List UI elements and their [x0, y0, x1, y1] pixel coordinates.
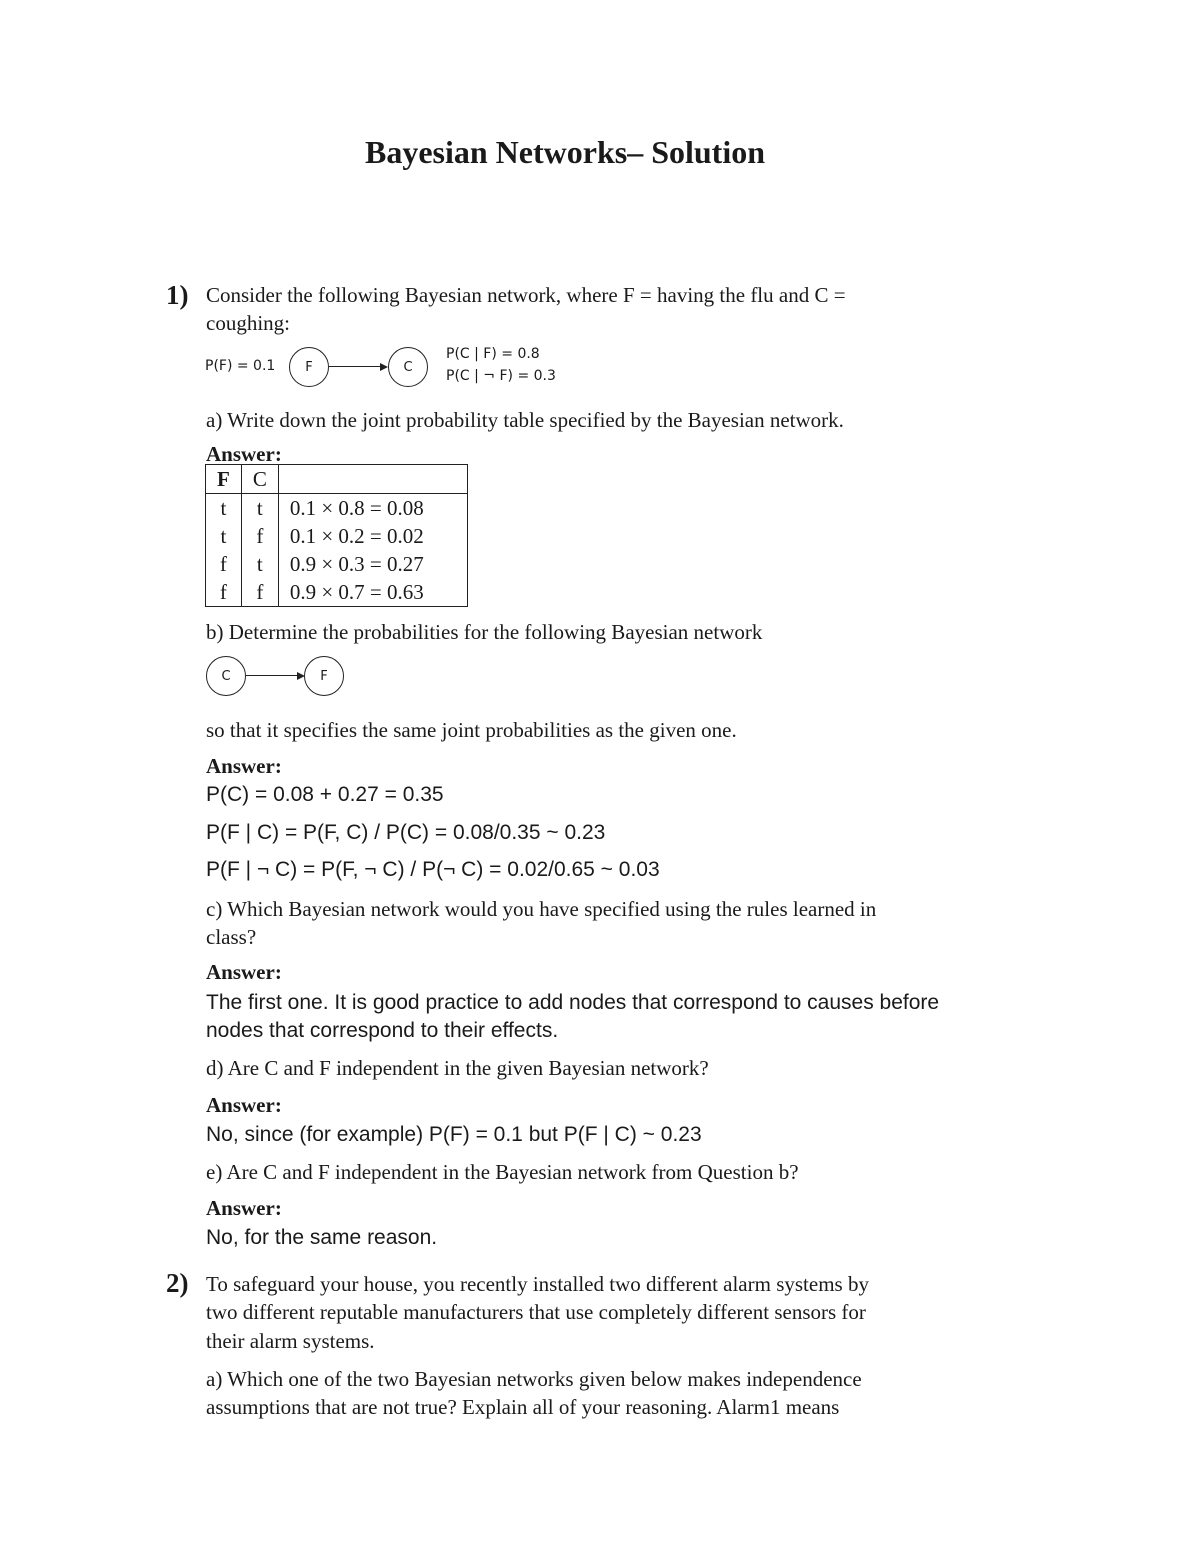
q1c-question-line-2: class? — [206, 925, 257, 949]
q1b-answer-label: Answer: — [206, 754, 282, 778]
q1c-answer-label: Answer: — [206, 960, 282, 984]
node-c: C — [388, 347, 428, 387]
question-2-number: 2) — [166, 1268, 189, 1298]
cell-value: 0.1 × 0.8 = 0.08 — [278, 494, 467, 523]
joint-probability-table — [205, 464, 468, 607]
cell-f: f — [206, 550, 242, 578]
cell-value: 0.9 × 0.7 = 0.63 — [278, 578, 467, 607]
edge-f-to-c — [329, 366, 381, 367]
q1-intro-line-1: Consider the following Bayesian network, where F = having the flu and C = — [206, 283, 846, 307]
edge-c-to-f — [246, 675, 298, 676]
q1c-answer-line-1: The first one. It is good practice to add nodes that correspond to causes before — [206, 991, 940, 1014]
arrowhead-icon — [380, 363, 388, 371]
table-row — [206, 522, 468, 550]
cpt-c-given-not-f: P(C | ¬ F) = 0.3 — [446, 368, 556, 384]
table-row — [206, 578, 468, 607]
q1c-answer-line-2: nodes that correspond to their effects. — [206, 1019, 559, 1042]
cell-value: 0.1 × 0.2 = 0.02 — [278, 522, 467, 550]
q1b-answer-line-2: P(F | C) = P(F, C) / P(C) = 0.08/0.35 ~ 0.23 — [206, 821, 606, 844]
cell-c: t — [241, 494, 278, 523]
header-c: C — [241, 465, 278, 494]
q1e-answer-label: Answer: — [206, 1196, 282, 1220]
q1a-question: a) Write down the joint probability table specified by the Bayesian network. — [206, 408, 844, 432]
node-f-2: F — [304, 656, 344, 696]
q1c-question-line-1: c) Which Bayesian network would you have specified using the rules learned in — [206, 897, 877, 921]
node-f: F — [289, 347, 329, 387]
q1d-answer: No, since (for example) P(F) = 0.1 but P(F | C) ~ 0.23 — [206, 1123, 702, 1146]
q1e-answer: No, for the same reason. — [206, 1226, 438, 1249]
question-1-number: 1) — [166, 280, 189, 310]
q2-intro-line-3: their alarm systems. — [206, 1329, 375, 1353]
cpt-c-given-f: P(C | F) = 0.8 — [446, 346, 540, 362]
q1e-question: e) Are C and F independent in the Bayesian network from Question b? — [206, 1160, 799, 1184]
q2-intro-line-2: two different reputable manufacturers that use completely different sensors for — [206, 1300, 866, 1324]
node-c-2: C — [206, 656, 246, 696]
q1d-question: d) Are C and F independent in the given Bayesian network? — [206, 1056, 709, 1080]
q1b-answer-line-3: P(F | ¬ C) = P(F, ¬ C) / P(¬ C) = 0.02/0.65 ~ 0.03 — [206, 858, 660, 881]
q1b-question: b) Determine the probabilities for the following Bayesian network — [206, 620, 763, 644]
q2a-line-1: a) Which one of the two Bayesian networks given below makes independence — [206, 1367, 862, 1391]
table-row — [206, 494, 468, 523]
cell-f: f — [206, 578, 242, 607]
header-f: F — [206, 465, 242, 494]
q1b-answer-line-1: P(C) = 0.08 + 0.27 = 0.35 — [206, 783, 444, 806]
cell-f: t — [206, 522, 242, 550]
q2-intro-line-1: To safeguard your house, you recently installed two different alarm systems by — [206, 1272, 869, 1296]
cell-f: t — [206, 494, 242, 523]
q1d-answer-label: Answer: — [206, 1093, 282, 1117]
page-title: Bayesian Networks– Solution — [364, 134, 766, 170]
cell-c: f — [241, 578, 278, 607]
q1-intro-line-2: coughing: — [206, 311, 290, 335]
cell-value: 0.9 × 0.3 = 0.27 — [278, 550, 467, 578]
q1a-answer-label: Answer: — [206, 442, 282, 466]
q1b-followup: so that it specifies the same joint probabilities as the given one. — [206, 718, 737, 742]
prior-f-label: P(F) = 0.1 — [205, 358, 276, 374]
table-header-row — [206, 465, 468, 494]
cell-c: t — [241, 550, 278, 578]
table-row — [206, 550, 468, 578]
q2a-line-2: assumptions that are not true? Explain all of your reasoning. Alarm1 means — [206, 1395, 840, 1419]
cell-c: f — [241, 522, 278, 550]
header-value — [278, 465, 467, 494]
